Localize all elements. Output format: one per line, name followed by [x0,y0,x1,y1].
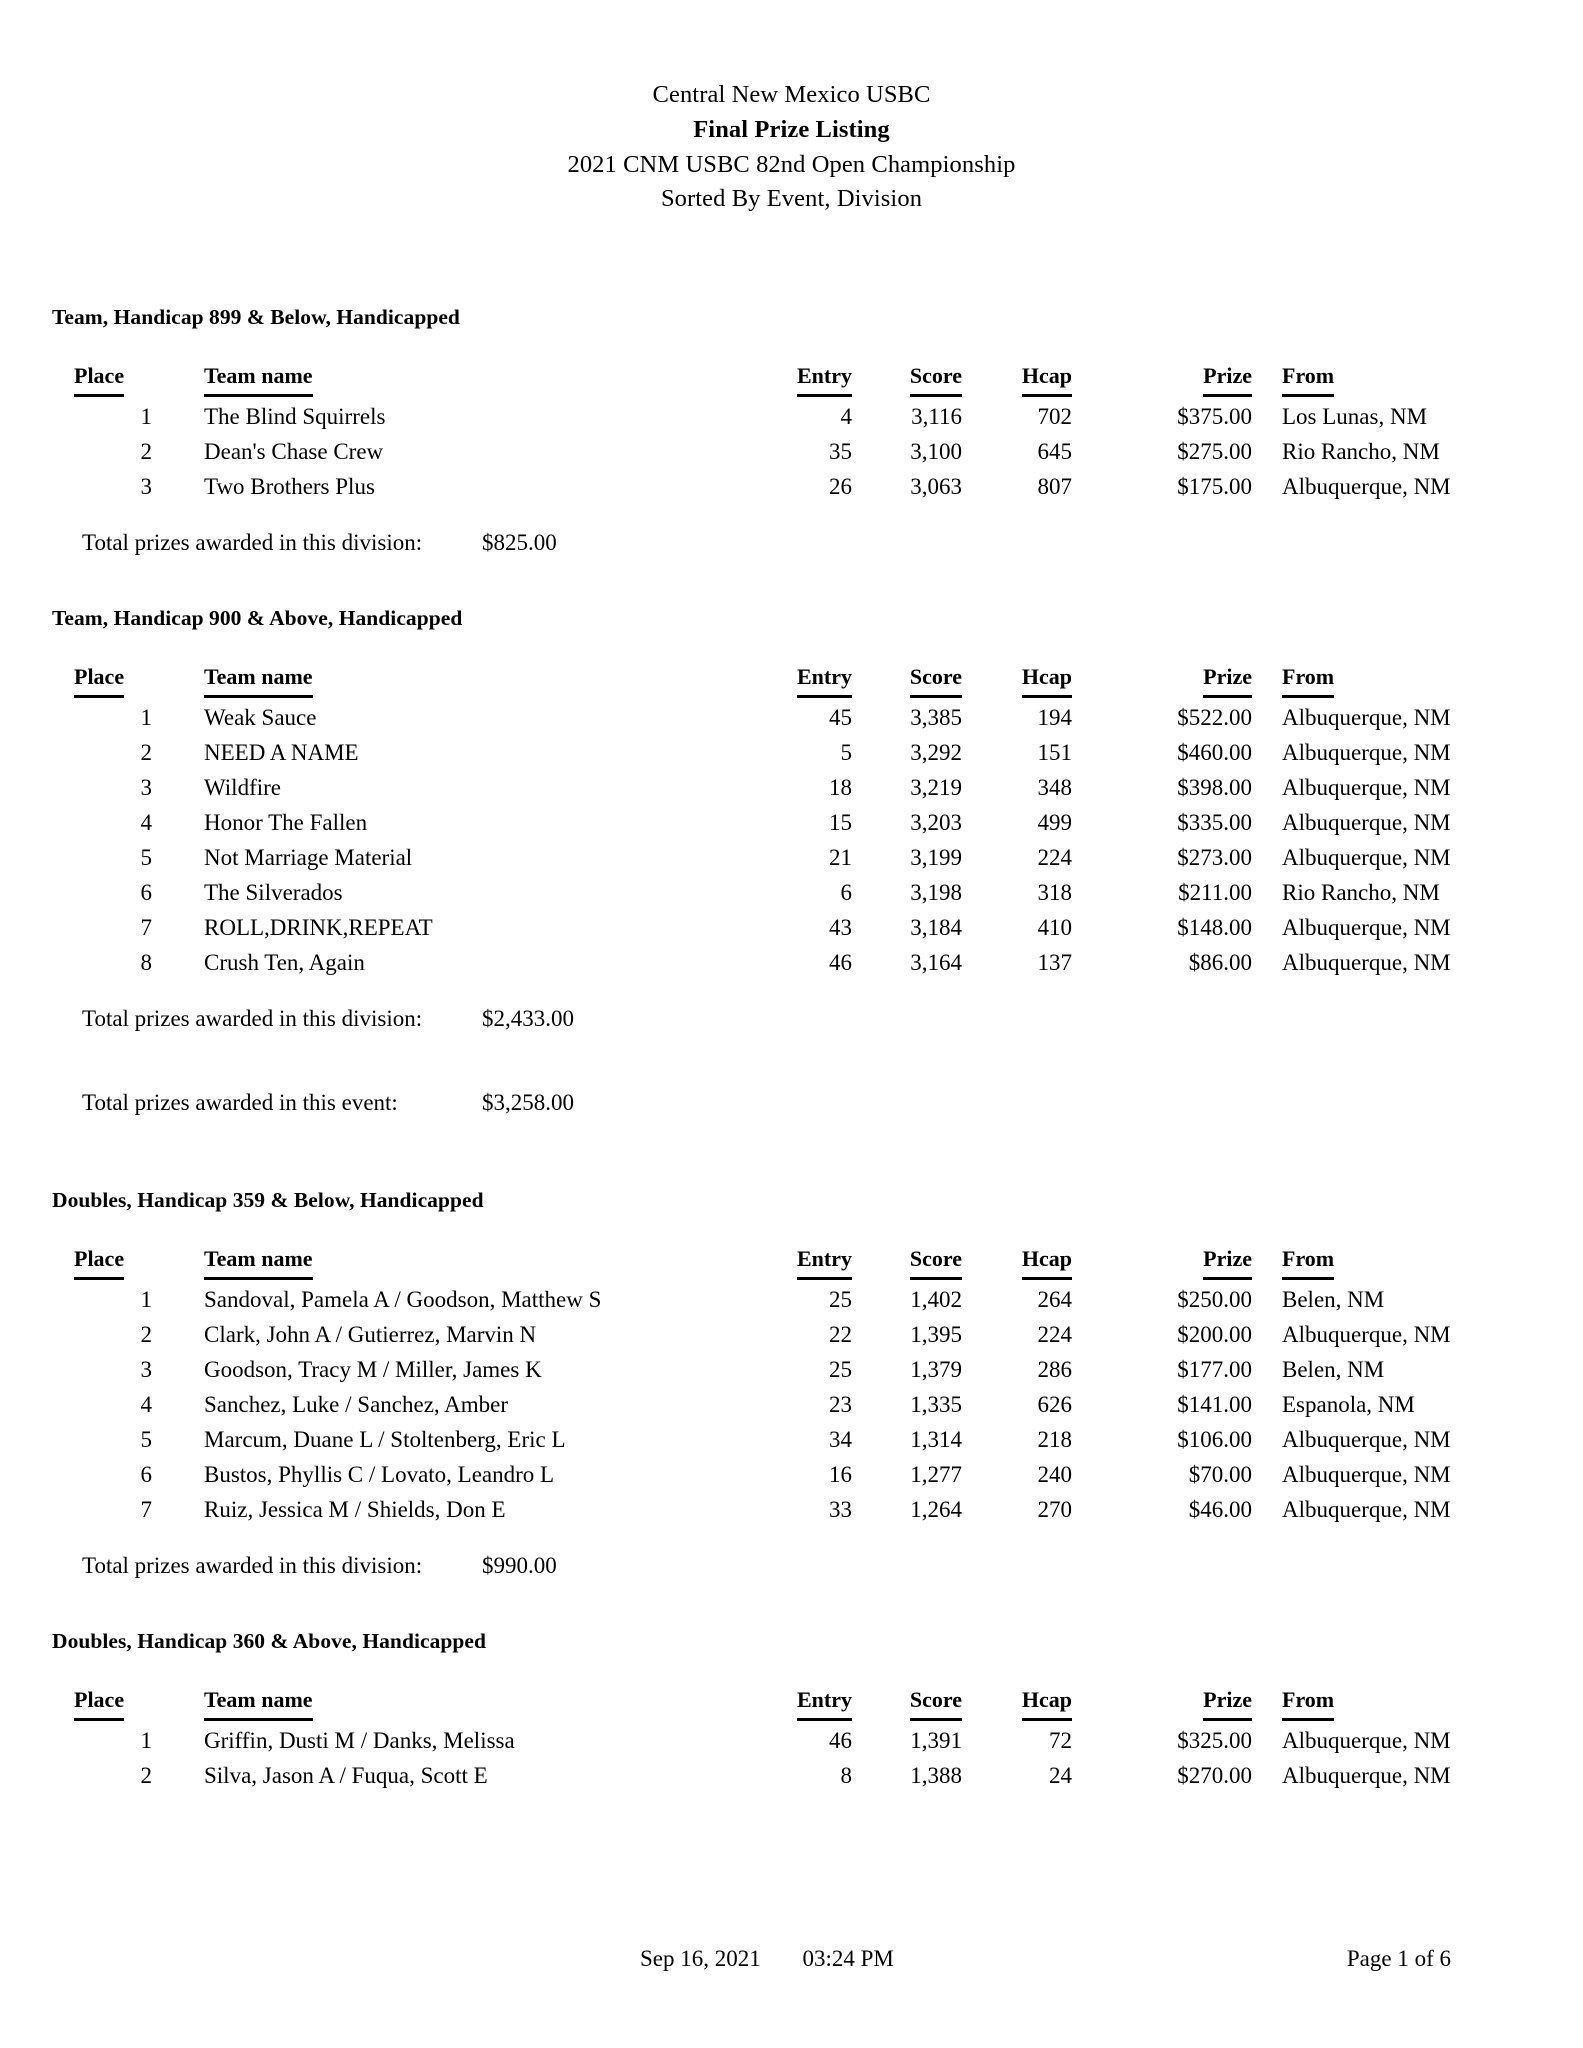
cell-entry: 26 [829,474,852,500]
column-header-score [852,1241,962,1282]
cell-score: 3,219 [910,775,962,801]
column-header-entry-label: Entry [797,1682,852,1721]
cell-prize: $270.00 [1177,1763,1252,1789]
column-header-place-label: Place [74,659,124,698]
cell-hcap: 626 [1037,1392,1072,1418]
column-header-prize [1072,659,1252,700]
cell-team-name: Weak Sauce [204,705,317,731]
prize-section [52,305,1553,606]
table-row [52,1422,1552,1457]
cell-from: Belen, NM [1282,1357,1385,1383]
cell-entry: 46 [829,1728,852,1754]
column-header-prize [1072,1682,1252,1723]
column-header-prize [1072,358,1252,399]
event-total-row [52,1090,1553,1116]
cell-from: Albuquerque, NM [1282,810,1451,836]
cell-score: 3,100 [910,439,962,465]
column-header-hcap-label: Hcap [1022,1682,1072,1721]
cell-place: 1 [140,404,152,430]
division-total-label: Total prizes awarded in this division: [82,1553,423,1579]
column-header-place-label: Place [74,1682,124,1721]
cell-team-name: Wildfire [204,775,281,801]
cell-entry: 43 [829,915,852,941]
sort-note: Sorted By Event, Division [660,185,923,213]
cell-team-name: Honor The Fallen [204,810,368,836]
cell-score: 3,164 [910,950,962,976]
table-row [52,700,1552,735]
column-header-team-name [152,1682,712,1723]
cell-place: 4 [140,810,152,836]
cell-entry: 22 [829,1322,852,1348]
section-title: Team, Handicap 899 & Below, Handicapped [52,305,460,330]
footer-page-number: Page 1 of 6 [1346,1946,1451,1971]
cell-prize: $141.00 [1177,1392,1252,1418]
table-row [52,1492,1552,1527]
section-title: Doubles, Handicap 360 & Above, Handicapped [52,1629,486,1654]
cell-hcap: 240 [1037,1462,1072,1488]
column-header-score [852,659,962,700]
table-row [52,469,1552,504]
cell-place: 3 [140,775,152,801]
cell-team-name: Sanchez, Luke / Sanchez, Amber [204,1392,508,1418]
cell-score: 3,116 [911,404,962,430]
cell-prize: $460.00 [1177,740,1252,766]
cell-hcap: 318 [1037,880,1072,906]
section-title: Doubles, Handicap 359 & Below, Handicapped [52,1188,484,1213]
column-header-hcap-label: Hcap [1022,659,1072,698]
cell-hcap: 137 [1037,950,1072,976]
cell-score: 3,199 [910,845,962,871]
cell-score: 1,264 [910,1497,962,1523]
cell-prize: $148.00 [1177,915,1252,941]
section-spacer [52,556,1553,606]
prize-table [52,1241,1552,1527]
table-row [52,399,1552,434]
column-header-team-name [152,1241,712,1282]
column-header-hcap [962,358,1072,399]
column-header-place [52,659,152,700]
cell-team-name: ROLL,DRINK,REPEAT [204,915,433,941]
cell-place: 1 [140,705,152,731]
cell-prize: $211.00 [1178,880,1252,906]
cell-from: Los Lunas, NM [1282,404,1428,430]
table-row [52,1723,1552,1758]
table-row [52,840,1552,875]
cell-from: Albuquerque, NM [1282,915,1451,941]
footer-date: Sep 16, 2021 [640,1946,761,1971]
cell-place: 6 [140,1462,152,1488]
cell-prize: $250.00 [1177,1287,1252,1313]
event-total-label: Total prizes awarded in this event: [82,1090,398,1116]
cell-entry: 33 [829,1497,852,1523]
cell-score: 1,335 [910,1392,962,1418]
cell-hcap: 807 [1037,474,1072,500]
cell-entry: 5 [840,740,852,766]
cell-entry: 8 [840,1763,852,1789]
cell-score: 3,203 [910,810,962,836]
cell-score: 3,292 [910,740,962,766]
division-total-value: $2,433.00 [482,1006,574,1032]
prize-table [52,358,1552,504]
cell-hcap: 270 [1037,1497,1072,1523]
cell-team-name: Clark, John A / Gutierrez, Marvin N [204,1322,537,1348]
table-header-row [52,1241,1552,1282]
cell-hcap: 194 [1037,705,1072,731]
table-row [52,945,1552,980]
cell-team-name: The Silverados [204,880,343,906]
cell-place: 1 [140,1728,152,1754]
cell-place: 6 [140,880,152,906]
division-total-row [52,530,1553,556]
division-total-label: Total prizes awarded in this division: [82,1006,423,1032]
table-row [52,1282,1552,1317]
prize-section [52,1188,1553,1629]
division-total-row [52,1006,1553,1032]
cell-prize: $275.00 [1177,439,1252,465]
cell-hcap: 151 [1037,740,1072,766]
cell-score: 3,385 [910,705,962,731]
table-row [52,1352,1552,1387]
organization-name: Central New Mexico USBC [652,81,931,108]
cell-from: Albuquerque, NM [1282,705,1451,731]
cell-score: 1,314 [910,1427,962,1453]
cell-prize: $398.00 [1177,775,1252,801]
cell-prize: $335.00 [1177,810,1252,836]
document-footer [0,1946,1583,1976]
cell-score: 1,402 [910,1287,962,1313]
cell-place: 7 [140,1497,152,1523]
division-total-label: Total prizes awarded in this division: [82,530,423,556]
cell-entry: 4 [840,404,852,430]
column-header-place [52,1241,152,1282]
cell-prize: $46.00 [1188,1497,1252,1523]
cell-from: Albuquerque, NM [1282,1322,1451,1348]
event-name: 2021 CNM USBC 82nd Open Championship [567,150,1016,178]
column-header-from-label: From [1282,358,1334,397]
cell-entry: 15 [829,810,852,836]
cell-place: 4 [140,1392,152,1418]
column-header-team-name-label: Team name [204,1241,313,1280]
column-header-hcap [962,1241,1072,1282]
cell-hcap: 348 [1037,775,1072,801]
column-header-prize [1072,1241,1252,1282]
prize-section [52,606,1553,1188]
column-header-prize-label: Prize [1203,659,1252,698]
table-row [52,875,1552,910]
cell-from: Albuquerque, NM [1282,1763,1451,1789]
cell-place: 2 [140,439,152,465]
table-row [52,434,1552,469]
cell-score: 1,395 [910,1322,962,1348]
cell-entry: 45 [829,705,852,731]
cell-place: 2 [140,1322,152,1348]
column-header-place [52,1682,152,1723]
cell-score: 3,184 [910,915,962,941]
column-header-entry-label: Entry [797,358,852,397]
column-header-score [852,1682,962,1723]
cell-entry: 35 [829,439,852,465]
cell-place: 7 [140,915,152,941]
cell-entry: 18 [829,775,852,801]
column-header-from [1252,1682,1552,1723]
footer-datetime [640,1946,894,1972]
cell-from: Albuquerque, NM [1282,1427,1451,1453]
table-row [52,805,1552,840]
cell-place: 8 [140,950,152,976]
table-row [52,1457,1552,1492]
prize-table [52,1682,1552,1793]
cell-score: 3,198 [910,880,962,906]
report-title: Final Prize Listing [693,115,890,143]
cell-from: Espanola, NM [1282,1392,1415,1418]
cell-team-name: Two Brothers Plus [204,474,375,500]
column-header-from [1252,358,1552,399]
cell-place: 5 [140,1427,152,1453]
footer-time: 03:24 PM [802,1946,894,1971]
column-header-score-label: Score [910,1241,962,1280]
cell-prize: $177.00 [1177,1357,1252,1383]
cell-team-name: Bustos, Phyllis C / Lovato, Leandro L [204,1462,555,1488]
column-header-prize-label: Prize [1203,1241,1252,1280]
column-header-hcap [962,1682,1072,1723]
cell-from: Albuquerque, NM [1282,775,1451,801]
column-header-entry-label: Entry [797,1241,852,1280]
column-header-team-name-label: Team name [204,358,313,397]
column-header-hcap-label: Hcap [1022,1241,1072,1280]
table-row [52,735,1552,770]
cell-from: Belen, NM [1282,1287,1385,1313]
column-header-place-label: Place [74,358,124,397]
cell-score: 1,391 [910,1728,962,1754]
cell-entry: 23 [829,1392,852,1418]
cell-hcap: 410 [1037,915,1072,941]
spacer [52,1032,1553,1064]
column-header-place [52,358,152,399]
column-header-hcap-label: Hcap [1022,358,1072,397]
cell-entry: 34 [829,1427,852,1453]
cell-team-name: Dean's Chase Crew [204,439,384,465]
column-header-entry [712,1682,852,1723]
cell-from: Rio Rancho, NM [1282,439,1440,465]
column-header-score-label: Score [910,1682,962,1721]
column-header-entry-label: Entry [797,659,852,698]
table-row [52,1758,1552,1793]
cell-hcap: 224 [1037,845,1072,871]
column-header-score [852,358,962,399]
cell-entry: 6 [840,880,852,906]
cell-entry: 25 [829,1287,852,1313]
cell-hcap: 499 [1037,810,1072,836]
column-header-prize-label: Prize [1203,1682,1252,1721]
cell-team-name: Goodson, Tracy M / Miller, James K [204,1357,542,1383]
cell-team-name: Sandoval, Pamela A / Goodson, Matthew S [204,1287,602,1313]
column-header-team-name-label: Team name [204,1682,313,1721]
event-total-value: $3,258.00 [482,1090,574,1116]
table-row [52,910,1552,945]
report-sections [0,305,1583,1843]
column-header-from-label: From [1282,1682,1334,1721]
cell-team-name: Silva, Jason A / Fuqua, Scott E [204,1763,488,1789]
cell-prize: $86.00 [1188,950,1252,976]
cell-hcap: 72 [1049,1728,1072,1754]
column-header-from-label: From [1282,1241,1334,1280]
cell-hcap: 24 [1049,1763,1072,1789]
column-header-team-name-label: Team name [204,659,313,698]
cell-prize: $375.00 [1177,404,1252,430]
cell-hcap: 286 [1037,1357,1072,1383]
cell-place: 5 [140,845,152,871]
table-header-row [52,1682,1552,1723]
cell-from: Albuquerque, NM [1282,1728,1451,1754]
cell-score: 3,063 [910,474,962,500]
cell-prize: $175.00 [1177,474,1252,500]
cell-hcap: 264 [1037,1287,1072,1313]
division-total-row [52,1553,1553,1579]
cell-from: Albuquerque, NM [1282,1462,1451,1488]
cell-prize: $70.00 [1188,1462,1252,1488]
column-header-prize-label: Prize [1203,358,1252,397]
cell-from: Rio Rancho, NM [1282,880,1440,906]
cell-place: 1 [140,1287,152,1313]
table-row [52,770,1552,805]
cell-from: Albuquerque, NM [1282,1497,1451,1523]
cell-prize: $200.00 [1177,1322,1252,1348]
cell-prize: $273.00 [1177,845,1252,871]
cell-team-name: The Blind Squirrels [204,404,386,430]
cell-from: Albuquerque, NM [1282,950,1451,976]
column-header-entry [712,659,852,700]
column-header-place-label: Place [74,1241,124,1280]
cell-from: Albuquerque, NM [1282,474,1451,500]
cell-entry: 46 [829,950,852,976]
cell-place: 3 [140,474,152,500]
cell-score: 1,379 [910,1357,962,1383]
cell-entry: 21 [829,845,852,871]
cell-place: 3 [140,1357,152,1383]
cell-entry: 16 [829,1462,852,1488]
cell-team-name: Marcum, Duane L / Stoltenberg, Eric L [204,1427,566,1453]
cell-team-name: Ruiz, Jessica M / Shields, Don E [204,1497,506,1523]
cell-hcap: 702 [1037,404,1072,430]
cell-entry: 25 [829,1357,852,1383]
table-header-row [52,659,1552,700]
cell-prize: $106.00 [1177,1427,1252,1453]
cell-hcap: 645 [1037,439,1072,465]
cell-prize: $325.00 [1177,1728,1252,1754]
cell-team-name: Crush Ten, Again [204,950,365,976]
cell-hcap: 224 [1037,1322,1072,1348]
cell-from: Albuquerque, NM [1282,845,1451,871]
column-header-from [1252,1241,1552,1282]
column-header-team-name [152,358,712,399]
cell-prize: $522.00 [1177,705,1252,731]
document-header [0,0,1583,217]
section-spacer [52,1793,1553,1843]
column-header-entry [712,358,852,399]
section-spacer [52,1579,1553,1629]
cell-score: 1,277 [910,1462,962,1488]
column-header-entry [712,1241,852,1282]
table-header-row [52,358,1552,399]
column-header-score-label: Score [910,659,962,698]
prize-table [52,659,1552,980]
column-header-from [1252,659,1552,700]
cell-team-name: Not Marriage Material [204,845,413,871]
cell-hcap: 218 [1037,1427,1072,1453]
section-spacer [52,1116,1553,1188]
column-header-score-label: Score [910,358,962,397]
division-total-value: $825.00 [482,530,557,556]
cell-place: 2 [140,740,152,766]
column-header-hcap [962,659,1072,700]
cell-score: 1,388 [910,1763,962,1789]
cell-team-name: NEED A NAME [204,740,359,766]
table-row [52,1387,1552,1422]
cell-team-name: Griffin, Dusti M / Danks, Melissa [204,1728,515,1754]
section-title: Team, Handicap 900 & Above, Handicapped [52,606,463,631]
prize-section [52,1629,1553,1843]
table-row [52,1317,1552,1352]
column-header-from-label: From [1282,659,1334,698]
division-total-value: $990.00 [482,1553,557,1579]
cell-from: Albuquerque, NM [1282,740,1451,766]
cell-place: 2 [140,1763,152,1789]
column-header-team-name [152,659,712,700]
